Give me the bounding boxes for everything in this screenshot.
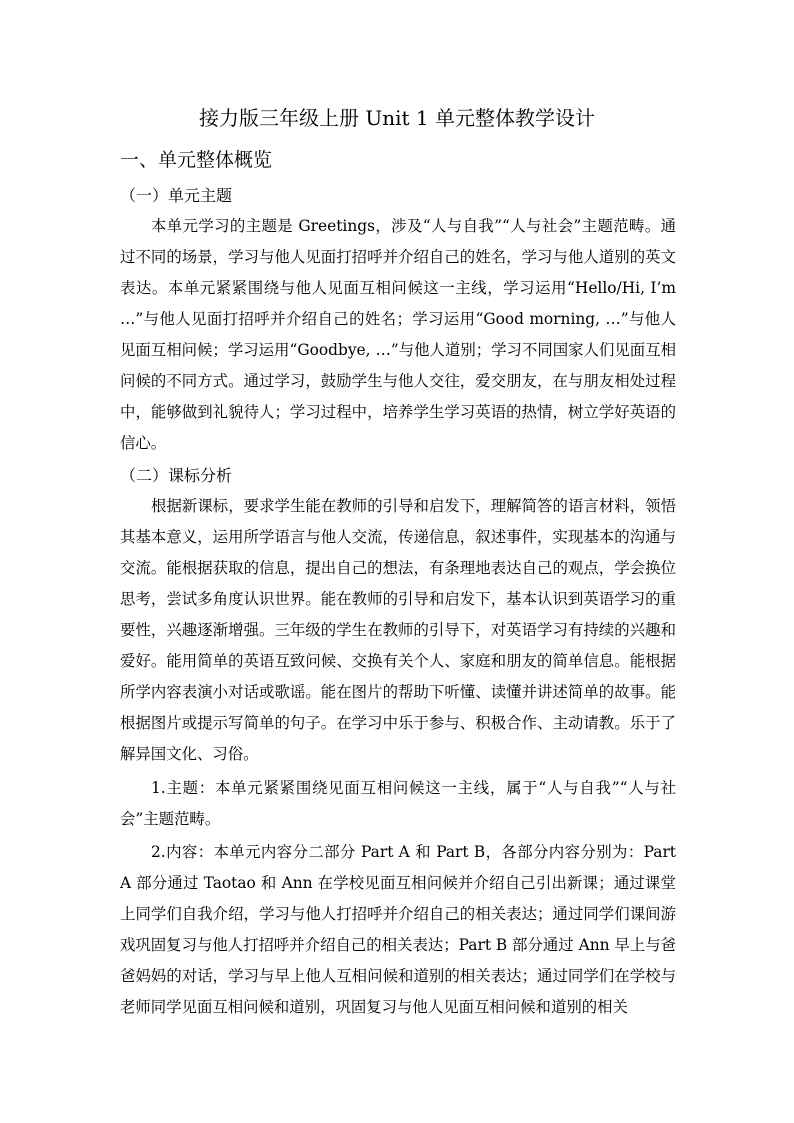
paragraph-curriculum-analysis: 根据新课标，要求学生能在教师的引导和启发下，理解简答的语言材料，领悟其基本意义，运用所学语言与他人交流，传递信息，叙述事件，实现基本的沟通与交流。能根据获取的信息，提出自己的想法，有条理地表达自己的观点，学会换位思考，尝试多角度认识世界。能在教师的引导和启发下，基本认识到英语学习的重要性，兴趣逐渐增强。三年级的学生在教师的引导下，对英语学习有持续的兴趣和爱好。能用简单的英语互致问候、交换有关个人、家庭和朋友的简单信息。能根据所学内容表演小对话或歌谣。能在图片的帮助下听懂、读懂并讲述简单的故事。能根据图片或提示写简单的句子。在学习中乐于参与、积极合作、主动请教。乐于了解异国文化、习俗。 (120, 497, 676, 763)
paragraph-point-content: 2.内容：本单元内容分二部分 Part A 和 Part B，各部分内容分别为：Part A 部分通过 Taotao 和 Ann 在学校见面互相问候并介绍自己引出新课；通过课堂上同学们自我介绍，学习与他人打招呼并介绍自己的相关表达；通过同学们课间游戏巩固复习与他人打招呼并介绍自己的相关表达；Part B 部分通过 Ann 早上与爸爸妈妈的对话，学习与早上他人互相问候和道别的相关表达；通过同学们在学校与老师同学见面互相问候和道别，巩固复习与他人见面互相问候和道别的相关 (120, 843, 676, 1016)
subsection-heading-curriculum-analysis: （二）课标分析 (120, 466, 233, 485)
section-heading-overview: 一、单元整体概览 (120, 149, 273, 171)
document-title: 接力版三年级上册 Unit 1 单元整体教学设计 (199, 106, 595, 130)
subsection-heading-unit-theme: （一）单元主题 (120, 186, 233, 205)
paragraph-point-theme: 1.主题：本单元紧紧围绕见面互相问候这一主线，属于“人与自我”“人与社会”主题范畴。 (120, 779, 676, 828)
paragraph-unit-theme: 本单元学习的主题是 Greetings，涉及“人与自我”“人与社会”主题范畴。通过不同的场景，学习与他人见面打招呼并介绍自己的姓名，学习与他人道别的英文表达。本单元紧紧围绕与他人见面互相问候这一主线，学习运用“Hello/Hi, I’m …”与他人见面打招呼并介绍自己的姓名；学习运用“Good morning, …”与他人见面互相问候；学习运用“Goodbye, …”与他人道别；学习不同国家人们见面互相问候的不同方式。通过学习，鼓励学生与他人交往，爱交朋友，在与朋友相处过程中，能够做到礼貌待人；学习过程中，培养学生学习英语的热情，树立学好英语的信心。 (120, 217, 676, 452)
